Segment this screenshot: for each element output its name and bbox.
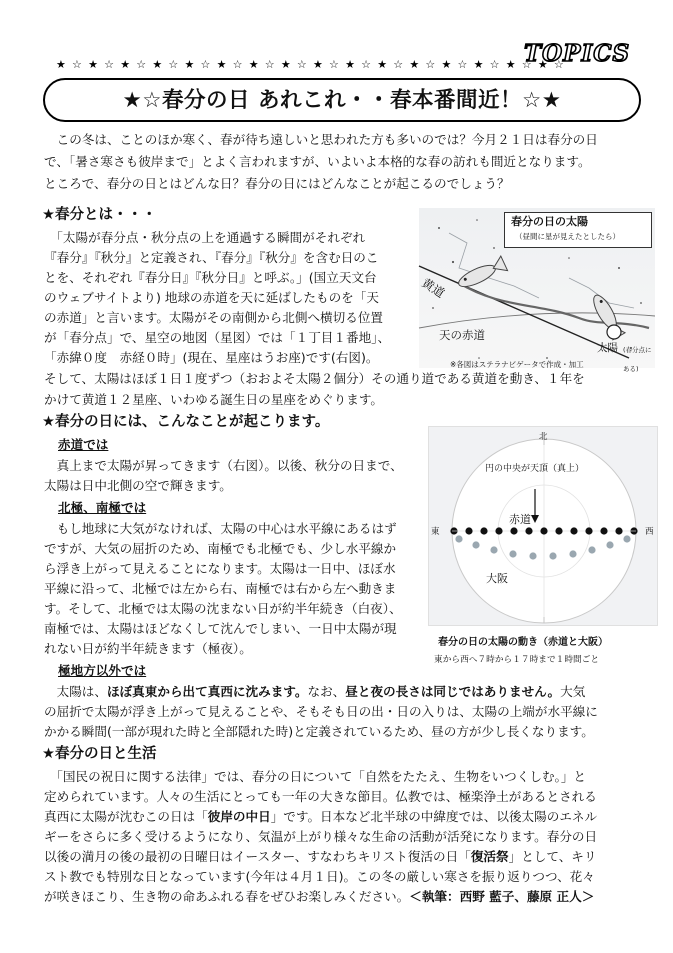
text-run: 太陽は、	[44, 684, 107, 699]
body-line: が「春分点」で、星空の地図（星図）では「１丁目１番地」、	[44, 330, 391, 345]
body-line: スト教でも特別な日となっています(今年は４月１日)。この冬の厳しい寒さを振り返りつつ、花々	[44, 869, 595, 884]
celestial-equator-label: 天の赤道	[439, 328, 485, 342]
body-line	[44, 847, 597, 866]
figure-credit: ※各図はステラナビゲータで作成・加工	[450, 360, 584, 369]
body-line: 『春分』『秋分』と定義され、『春分』『秋分』を含む日のこ	[44, 250, 379, 265]
body-line: ギーをさらに多く受けるようになり、気温が上がり様々な生命の活動が活発になります。春分の日	[44, 829, 598, 844]
intro-line: ところで、春分の日とはどんな日？春分の日にはどんなことが起こるのでしょう？	[44, 176, 510, 191]
body-line: 平線に沿って、北極では左から右、南極では右から左へ動きま	[44, 581, 397, 596]
body-line: のウェブサイトより) 地球の赤道を天に延ばしたものを「天	[44, 290, 379, 305]
body-line: かかる瞬間(一部が現れた時と全部隠れた時)と定義されているため、昼の方が少し長くなります。	[44, 724, 594, 739]
section-heading: ★春分とは・・・	[42, 207, 157, 223]
emphasis-text: 復活祭	[470, 849, 509, 864]
body-line: す。そして、北極では太陽の沈まない日が約半年続き（白夜）、	[44, 601, 402, 616]
north-label: 北	[539, 432, 548, 442]
body-line	[44, 682, 585, 701]
emphasis-text: ほぼ真東から出て真西に沈みます。	[106, 684, 308, 699]
text-run: 」です。日本など北半球の中緯度では、以後太陽のエネル	[270, 809, 598, 824]
figure-label-title: 春分の日の太陽	[511, 215, 588, 228]
osaka-path-label: 大阪	[486, 572, 508, 585]
emphasis-text: 彼岸の中日	[207, 809, 271, 824]
subheading: 北極、南極では	[58, 500, 147, 515]
star-map-figure	[419, 208, 655, 373]
sun-path-figure	[428, 426, 658, 626]
page-title: ★☆春分の日 あれこれ・・春本番間近！☆★	[122, 87, 562, 113]
emphasis-text: 昼と夜の長さは同じではありません。	[345, 684, 561, 699]
figure-caption: 春分の日の太陽の動き（赤道と大阪）	[438, 637, 608, 648]
author-credit: ＜執筆：西野 藍子、藤原 正人＞	[409, 889, 595, 904]
body-line: 「国民の祝日に関する法律」では、春分の日について「自然をたたえ、生物をいつくしむ。」と	[44, 769, 587, 784]
title-banner	[43, 78, 641, 122]
section-heading: ★春分の日には、こんなことが起こります。	[42, 414, 330, 430]
west-label: 西	[645, 527, 654, 537]
intro-line: で、「暑さ寒さも彼岸まで」とよく言われますが、いよいよ本格的な春の訪れも間近となります。	[44, 154, 591, 169]
body-line: 定められています。人々の生活にとっても一年の大きな節目。仏教では、極楽浄土があるとされる	[44, 789, 597, 804]
body-line: 太陽は日中北側の空で輝きます。	[44, 478, 232, 493]
body-line: 「太陽が春分点・秋分点の上を通過する瞬間がそれぞれ	[44, 230, 366, 245]
body-line	[44, 887, 594, 906]
section-heading: ★春分の日と生活	[42, 746, 157, 762]
body-line: もし地球に大気がなければ、太陽の中心は水平線にあるはず	[44, 521, 397, 536]
text-run: 以後の満月の後の最初の日曜日はイースター、すなわちキリスト復活の日「	[44, 849, 471, 864]
body-line: ら浮き上がって見えることになります。太陽は一日中、ほぼ水	[44, 561, 396, 576]
figure-caption-sub: 東から西へ７時から１７時まで１時間ごと	[434, 655, 600, 665]
body-line: ですが、大気の屈折のため、南極でも北極でも、少し水平線か	[44, 541, 397, 556]
body-line: かけて黄道１２星座、いわゆる誕生日の星座をめぐります。	[44, 392, 384, 407]
sun-path-diagram	[429, 427, 659, 627]
intro-line: この冬は、ことのほか寒く、春が待ち遠しいと思われた方も多いのでは？今月２１日は春分の日	[44, 132, 598, 147]
body-line: れない日が約半年続きます（極夜）。	[44, 641, 252, 656]
subheading: 極地方以外では	[58, 663, 147, 678]
body-line: の屈折で太陽が浮き上がって見えることや、そもそも日の出・日の入りは、太陽の上端が水平線に	[44, 704, 598, 719]
text-run: 真西に太陽が沈むこの日は「	[44, 809, 208, 824]
equator-path-label: 赤道	[509, 513, 531, 526]
sun-label: 太陽	[597, 342, 618, 354]
text-run: 大気	[560, 684, 586, 699]
figure-label-box	[504, 212, 652, 248]
body-line: の赤道」と言います。太陽がその南側から北側へ横切る位置	[44, 310, 384, 325]
body-line: そして、太陽はほぼ１日１度ずつ（おおよそ太陽２個分）その通り道である黄道を動き、１年を	[44, 371, 585, 386]
sun-note-label: (春分点にある)	[623, 346, 652, 373]
decorative-stars: ★☆★☆★☆★☆★☆★☆★☆★☆★☆★☆★☆★☆★☆★☆★☆★☆	[56, 58, 570, 71]
text-run: が咲きほこり、生き物の命あふれる春をぜひお楽しみください。	[44, 889, 410, 904]
figure-label-subtitle: （昼間に星が見えたとしたら）	[515, 232, 620, 241]
body-line: 真上まで太陽が昇ってきます（右図）。以後、秋分の日まで、	[44, 458, 403, 473]
text-run: 」として、キリ	[508, 849, 597, 864]
zenith-note: 円の中央が天頂（真上）	[485, 464, 585, 474]
body-line: 「赤緯０度 赤経０時」(現在、星座はうお座)です(右図)。	[44, 350, 379, 365]
text-run: なお、	[307, 684, 346, 699]
topics-label: TOPICS	[524, 40, 631, 67]
body-line	[44, 807, 597, 826]
east-label: 東	[431, 527, 440, 537]
body-line: 南極では、太陽はほどなくして沈んでしまい、一日中太陽が現	[44, 621, 397, 636]
ecliptic-label: 黄道	[419, 275, 448, 301]
body-line: とを、それぞれ『春分日』『秋分日』と呼ぶ。」(国立天文台	[44, 270, 377, 285]
subheading: 赤道では	[58, 437, 109, 452]
